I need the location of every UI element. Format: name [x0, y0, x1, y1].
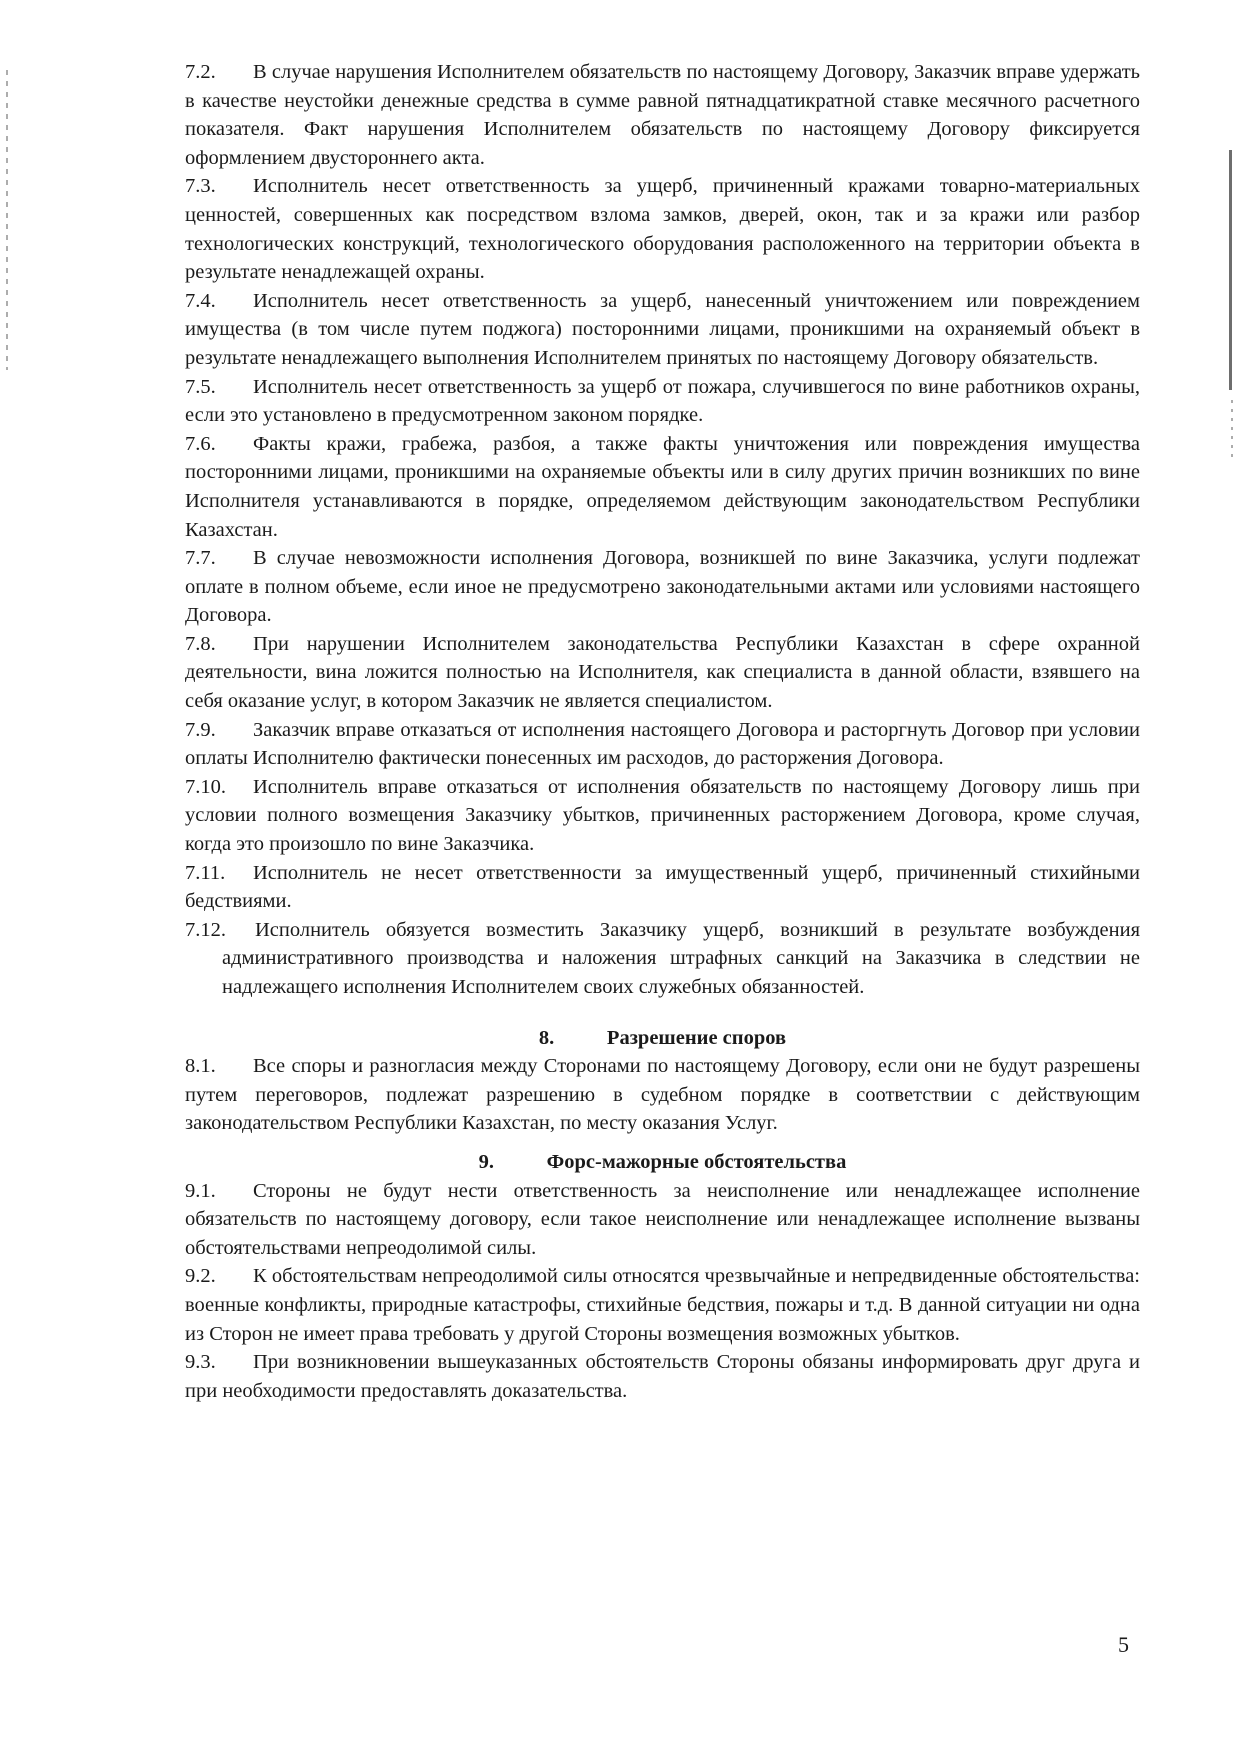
- clause-number: 7.6.: [185, 432, 216, 455]
- clause-7-10: [185, 773, 1140, 859]
- clause-number: 7.12.: [185, 918, 226, 941]
- clause-number: 9.3.: [185, 1351, 216, 1374]
- clause-number: 7.9.: [185, 718, 216, 741]
- scan-edge-artifact: [1231, 400, 1233, 460]
- clause-text: При нарушении Исполнителем законодательства Республики Казахстан в сфере охранной деятельности, вина ложится полностью на Исполнителя, как специалиста в данной области, взявшего на себя оказание услуг, в котором Заказчик не является специалистом.: [185, 632, 1140, 713]
- clause-text: Исполнитель несет ответственность за ущерб, нанесенный уничтожением или повреждением имущества (в том числе путем поджога) посторонними лицами, проникшими на охраняемый объект в результате ненадлежащего выполнения Исполнителем принятых по настоящему Договору обязательств.: [185, 289, 1140, 369]
- page-number: 5: [1118, 1632, 1129, 1657]
- clause-number: 7.5.: [185, 375, 216, 398]
- clause-number: 7.2.: [185, 61, 216, 83]
- clause-7-4: [185, 287, 1140, 373]
- section-number: 8.: [538, 1026, 555, 1049]
- clause-8-1: [185, 1052, 1140, 1138]
- clause-text: Факты кражи, грабежа, разбоя, а также факты уничтожения или повреждения имущества посторонними лицами, проникшими на охраняемые объекты или в силу других причин возникших по вине Исполнителя устанавливаются в порядке, определяемом действующим законодательством Республики Казахстан.: [185, 432, 1140, 541]
- clause-text: Исполнитель обязуется возместить Заказчику ущерб, возникший в результате возбуждения административного производства и наложения штрафных санкций на Заказчика в следствии не надлежащего исполнения Исполнителем своих служебных обязанностей.: [222, 918, 1140, 998]
- scan-edge-artifact: [1229, 150, 1232, 390]
- clause-text: В случае невозможности исполнения Договора, возникшей по вине Заказчика, услуги подлежат оплате в полном объеме, если иное не предусмотрено законодательными актами или условиями настоящего Договора.: [185, 547, 1140, 627]
- clause-number: 9.2.: [185, 1265, 216, 1288]
- clause-text: Исполнитель не несет ответственности за имущественный ущерб, причиненный стихийными бедствиями.: [185, 861, 1140, 913]
- clause-7-5: [185, 373, 1140, 430]
- clause-number: 8.1.: [185, 1055, 216, 1078]
- section-heading-9: [185, 1148, 1140, 1177]
- clause-7-9: [185, 716, 1140, 773]
- clause-7-3: [185, 172, 1140, 286]
- clause-number: 9.1.: [185, 1179, 216, 1202]
- clause-text: Все споры и разногласия между Сторонами по настоящему Договору, если они не будут разрешены путем переговоров, подлежат разрешению в судебном порядке в соответствии с действующим законодательством Республики Казахстан, по месту оказания Услуг.: [185, 1055, 1140, 1135]
- clause-9-3: [185, 1348, 1140, 1405]
- clause-7-6: [185, 430, 1140, 544]
- clause-7-7: [185, 544, 1140, 630]
- section-title: Форс-мажорные обстоятельства: [546, 1150, 847, 1173]
- clause-number: 7.7.: [185, 547, 216, 570]
- clause-number: 7.3.: [185, 175, 216, 198]
- clause-text: Заказчик вправе отказаться от исполнения настоящего Договора и расторгнуть Договор при условии оплаты Исполнителю фактически понесенных им расходов, до расторжения Договора.: [185, 718, 1140, 770]
- clause-number: 7.11.: [185, 861, 226, 884]
- section-spacer: [185, 1002, 1140, 1024]
- scan-edge-artifact: [6, 70, 8, 370]
- clause-text: Стороны не будут нести ответственность за неисполнение или ненадлежащее исполнение обязательств по настоящему договору, если такое неисполнение или ненадлежащее исполнение вызваны обстоятельствами непреодолимой силы.: [185, 1179, 1140, 1259]
- clause-text: Исполнитель несет ответственность за ущерб от пожара, случившегося по вине работников охраны, если это установлено в предусмотренном законом порядке.: [185, 375, 1140, 427]
- clause-7-12: [185, 916, 1140, 1002]
- clause-7-8: [185, 630, 1140, 716]
- clause-text: В случае нарушения Исполнителем обязательств по настоящему Договору, Заказчик вправе удержать в качестве неустойки денежные средства в сумме равной пятнадцатикратной ставке месячного расчетного показателя. Факт нарушения Исполнителем обязательств по настоящему Договору фиксируется оформлением двустороннего акта.: [185, 61, 1140, 169]
- clause-9-2: [185, 1262, 1140, 1348]
- clause-text: Исполнитель несет ответственность за ущерб, причиненный кражами товарно-материальных ценностей, совершенных как посредством взлома замков, дверей, окон, так и за кражи или разбор технологических конструкций, технологического оборудования расположенного на территории объекта в результате ненадлежащей охраны.: [185, 175, 1140, 284]
- clause-number: 7.10.: [185, 775, 226, 798]
- clause-text: При возникновении вышеуказанных обстоятельств Стороны обязаны информировать друг друга и при необходимости предоставлять доказательства.: [185, 1351, 1140, 1402]
- clause-7-11: [185, 859, 1140, 916]
- clause-number: 7.8.: [185, 632, 216, 655]
- section-spacer: [185, 1138, 1140, 1148]
- section-heading-8: [185, 1024, 1140, 1053]
- section-title: Разрешение споров: [606, 1026, 787, 1049]
- document-body: [185, 58, 1140, 1405]
- clause-text: К обстоятельствам непреодолимой силы относятся чрезвычайные и непредвиденные обстоятельства: военные конфликты, природные катастрофы, стихийные бедствия, пожары и т.д. В данной ситуации ни одна из Сторон не имеет права требовать у другой Стороны возмещения возможных убытков.: [185, 1265, 1140, 1345]
- clause-9-1: [185, 1177, 1140, 1263]
- clause-7-2: [185, 58, 1140, 172]
- section-number: 9.: [478, 1150, 495, 1173]
- clause-text: Исполнитель вправе отказаться от исполнения обязательств по настоящему Договору лишь при условии полного возмещения Заказчику убытков, причиненных расторжением Договора, кроме случая, когда это произошло по вине Заказчика.: [185, 775, 1140, 856]
- clause-number: 7.4.: [185, 289, 216, 312]
